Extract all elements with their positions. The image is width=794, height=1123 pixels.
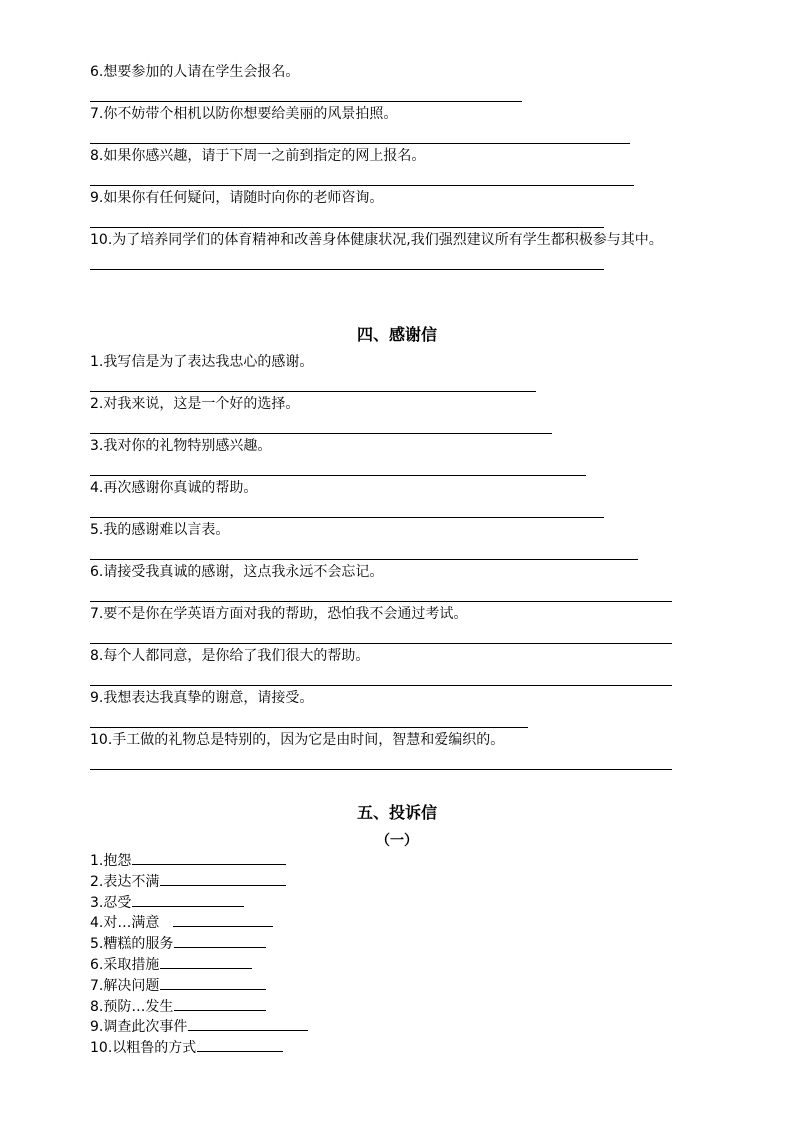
vocab-label: 5.糟糕的服务 <box>90 936 174 953</box>
vocab-item <box>90 850 308 871</box>
vocab-label: 6.采取措施 <box>90 956 160 973</box>
answer-blank[interactable] <box>174 933 266 948</box>
answer-line[interactable] <box>90 624 504 646</box>
section5-vocab-list <box>90 850 308 1058</box>
question-item: 6.请接受我真诚的感谢，这点我永远不会忘记。 <box>90 564 384 580</box>
vocab-label: 7.解决问题 <box>90 977 160 994</box>
question-item: 1.我写信是为了表达我忠心的感谢。 <box>90 354 314 370</box>
vocab-label: 3.忍受 <box>90 894 132 911</box>
answer-blank[interactable] <box>173 912 273 927</box>
answer-blank[interactable] <box>132 892 244 907</box>
answer-line[interactable] <box>90 540 504 562</box>
vocab-label: 1.抱怨 <box>90 853 132 869</box>
answer-line[interactable] <box>90 708 504 730</box>
answer-line[interactable] <box>90 82 663 104</box>
question-item: 10.手工做的礼物总是特别的，因为它是由时间，智慧和爱编织的。 <box>90 732 505 748</box>
vocab-item <box>90 954 308 975</box>
answer-line[interactable] <box>90 124 663 146</box>
answer-line[interactable] <box>90 666 504 688</box>
section3-list <box>90 62 663 272</box>
answer-blank[interactable] <box>188 1016 308 1031</box>
section5-title: 五、投诉信 <box>356 803 437 822</box>
answer-line[interactable] <box>90 166 663 188</box>
vocab-label: 8.预防…发生 <box>90 998 174 1015</box>
answer-line[interactable] <box>90 750 504 772</box>
answer-line[interactable] <box>90 208 663 230</box>
question-item: 4.再次感谢你真诚的帮助。 <box>90 480 258 496</box>
vocab-label: 4.对…满意 <box>90 915 160 932</box>
vocab-label: 10.以粗鲁的方式 <box>90 1040 197 1057</box>
vocab-label: 9.调查此次事件 <box>90 1019 188 1036</box>
answer-blank[interactable] <box>160 975 266 990</box>
question-item: 2.对我来说，这是一个好的选择。 <box>90 396 300 412</box>
vocab-item <box>90 912 308 933</box>
answer-line[interactable] <box>90 498 504 520</box>
answer-line[interactable] <box>90 582 504 604</box>
section4-title: 四、感谢信 <box>356 325 437 344</box>
question-item: 9.如果你有任何疑问，请随时向你的老师咨询。 <box>90 190 384 206</box>
question-item: 10.为了培养同学们的体育精神和改善身体健康状况,我们强烈建议所有学生都积极参与其中。 <box>90 232 663 248</box>
question-item: 9.我想表达我真挚的谢意，请接受。 <box>90 690 314 706</box>
vocab-item <box>90 933 308 954</box>
vocab-item <box>90 871 308 892</box>
vocab-item <box>90 975 308 996</box>
question-item: 7.你不妨带个相机以防你想要给美丽的风景拍照。 <box>90 106 398 122</box>
answer-line[interactable] <box>90 250 663 272</box>
question-item: 8.每个人都同意，是你给了我们很大的帮助。 <box>90 648 370 664</box>
question-item: 8.如果你感兴趣，请于下周一之前到指定的网上报名。 <box>90 148 426 164</box>
answer-blank[interactable] <box>174 996 266 1011</box>
answer-blank[interactable] <box>197 1037 283 1052</box>
answer-line[interactable] <box>90 414 504 436</box>
answer-blank[interactable] <box>160 871 286 886</box>
answer-blank[interactable] <box>132 850 286 865</box>
question-item: 3.我对你的礼物特别感兴趣。 <box>90 438 272 454</box>
section4-list <box>90 352 504 772</box>
vocab-item <box>90 996 308 1017</box>
question-item: 7.要不是你在学英语方面对我的帮助，恐怕我不会通过考试。 <box>90 606 468 622</box>
question-item: 5.我的感谢难以言表。 <box>90 522 230 538</box>
answer-line[interactable] <box>90 456 504 478</box>
vocab-item <box>90 1016 308 1037</box>
answer-blank[interactable] <box>160 954 252 969</box>
answer-line[interactable] <box>90 372 504 394</box>
vocab-label: 2.表达不满 <box>90 873 160 890</box>
vocab-item <box>90 892 308 913</box>
vocab-item <box>90 1037 308 1058</box>
question-item: 6.想要参加的人请在学生会报名。 <box>90 64 300 80</box>
section5-subtitle: （一） <box>376 833 418 849</box>
